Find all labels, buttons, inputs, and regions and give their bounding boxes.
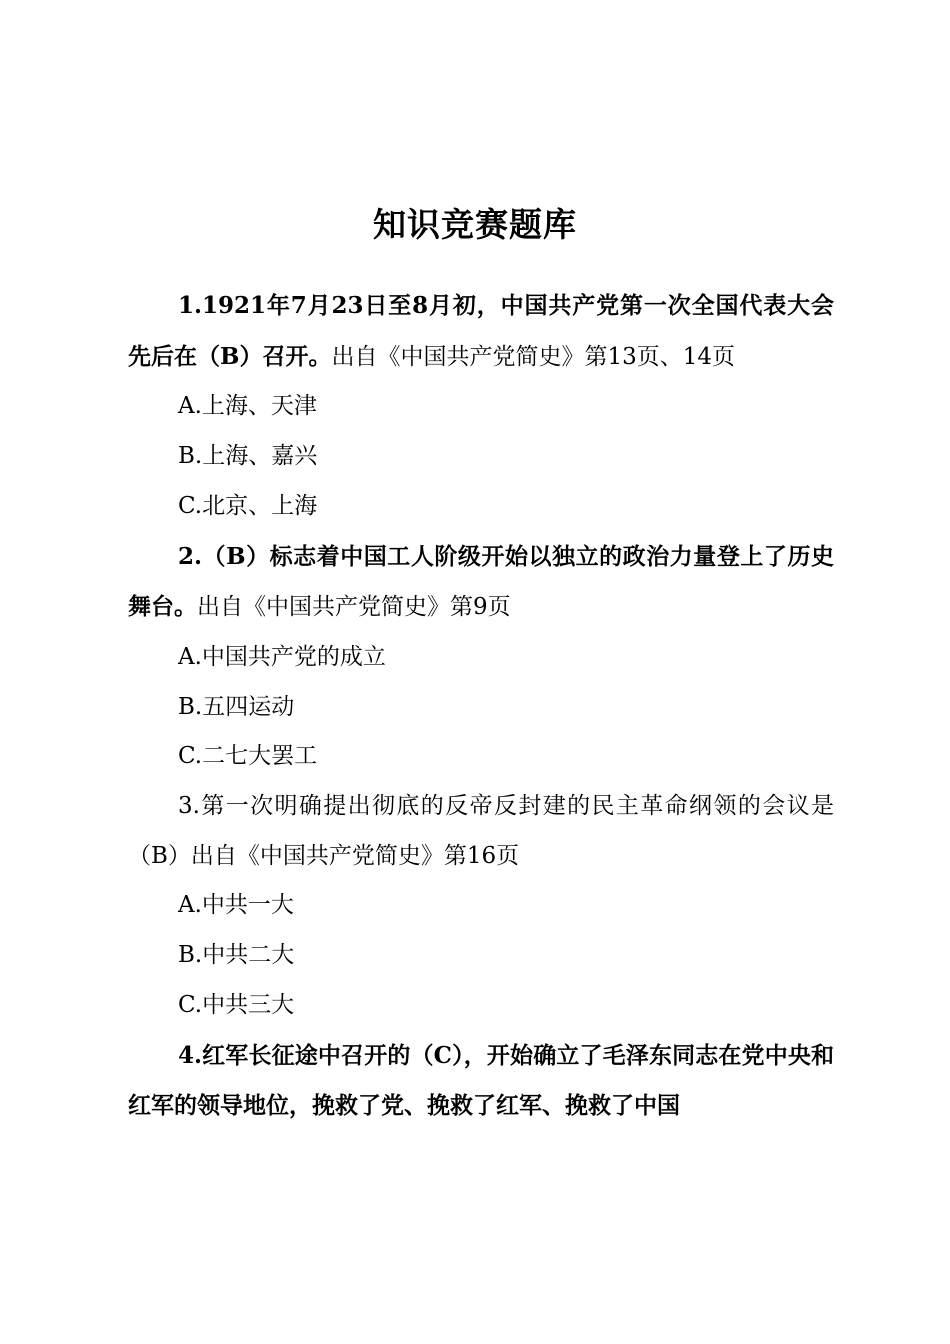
- question-4: [128, 1031, 834, 1132]
- question-3-option-c: C.中共三大: [178, 991, 295, 1018]
- question-1-option-a: A.上海、天津: [178, 393, 317, 420]
- question-3: [128, 782, 834, 881]
- question-1: [128, 281, 834, 382]
- question-2: [128, 532, 834, 633]
- question-1-source: 出自《中国共产党简史》第13页、14页: [331, 343, 735, 370]
- question-2-option-c: C.二七大罢工: [178, 743, 318, 770]
- question-2-stem: 2.（B）标志着中国工人阶级开始以独立的政治力量登上了历史舞台。: [128, 542, 834, 621]
- question-2-option-b: B.五四运动: [178, 693, 295, 720]
- question-3-stem: 3.第一次明确提出彻底的反帝反封建的民主革命纲领的会议是（B）: [128, 793, 834, 869]
- question-3-option-b: B.中共二大: [178, 942, 295, 969]
- question-1-stem: 1.1921年7月23日至8月初，中国共产党第一次全国代表大会先后在（B）召开。: [128, 292, 834, 370]
- question-3-option-a: A.中共一大: [178, 892, 294, 919]
- question-2-option-a: A.中国共产党的成立: [178, 643, 386, 670]
- question-2-source: 出自《中国共产党简史》第9页: [197, 594, 511, 621]
- question-1-option-c: C.北京、上海: [178, 492, 318, 519]
- question-4-stem: 4.红军长征途中召开的（C），开始确立了毛泽东同志在党中央和红军的领导地位，挽救了党、挽救了红军、挽救了中国: [128, 1041, 834, 1120]
- question-1-option-b: B.上海、嘉兴: [178, 443, 318, 470]
- question-list: [128, 281, 834, 1132]
- question-3-source: 出自《中国共产党简史》第16页: [190, 842, 520, 869]
- document-title: 知识竞赛题库: [373, 205, 577, 244]
